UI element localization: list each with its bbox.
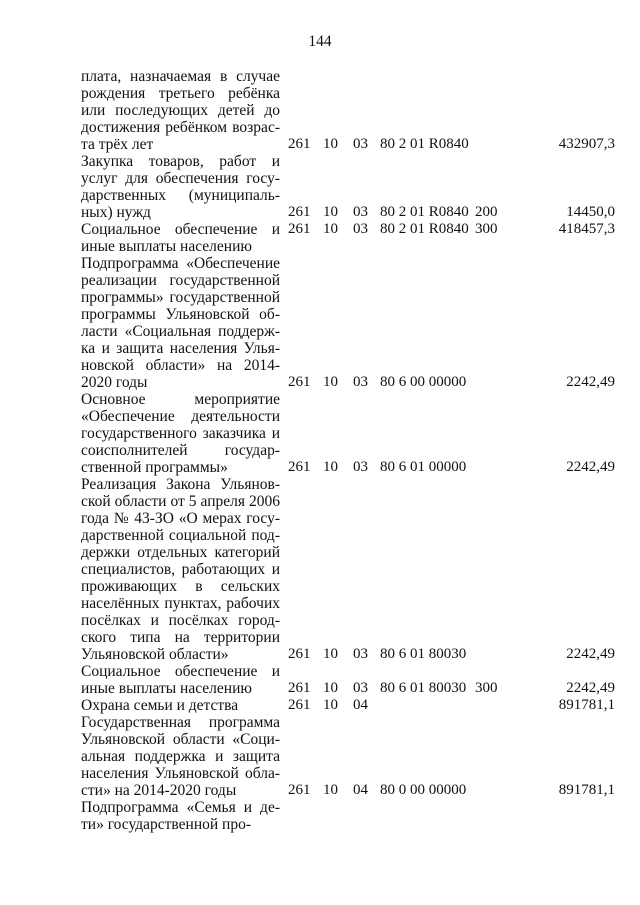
target-item-code: 80 0 00 00000: [380, 782, 467, 798]
target-item-code: 80 2 01 R0840: [380, 221, 469, 237]
amount: 2242,49: [566, 646, 615, 662]
subsection-code: 04: [353, 782, 368, 798]
table-row: [81, 391, 615, 476]
row-description: Подпрограмма «Обеспечение реализации государственной программы» государственной программы Ульяновской области «Социальная поддержка и защита населения Ульяновской области» на 2014-2020 годы: [81, 255, 280, 391]
section-code: 10: [323, 221, 338, 237]
page-number: 144: [308, 33, 332, 50]
row-description: Реализация Закона Ульяновской области от 5 апреля 2006 года № 43-ЗО «О мерах государственной социальной поддержки отдельных категорий специалистов, работающих и проживающих в сельских населённых пунктах, рабочих посёлках и посёлках городского типа на территории Ульяновской области»: [81, 476, 280, 663]
table-row: [81, 663, 615, 697]
department-code: 261: [288, 204, 311, 220]
row-codes: [81, 646, 615, 663]
row-description: Социальное обеспечение и иные выплаты населению: [81, 663, 280, 697]
row-codes: [81, 697, 615, 714]
row-description: Социальное обеспечение и иные выплаты населению: [81, 221, 280, 255]
department-code: 261: [288, 459, 311, 475]
section-code: 10: [323, 136, 338, 152]
amount: 891781,1: [558, 782, 615, 798]
subsection-code: 03: [353, 136, 368, 152]
subsection-code: 03: [353, 204, 368, 220]
subsection-code: 03: [353, 646, 368, 662]
target-item-code: 80 2 01 R0840: [380, 204, 469, 220]
table-row: [81, 697, 615, 714]
row-description: плата, назначаемая в случае рождения третьего ребёнка или последующих детей до достижения ребёнком возраста трёх лет: [81, 68, 280, 153]
amount: 14450,0: [566, 204, 615, 220]
table-row: [81, 714, 615, 799]
row-codes: [81, 136, 615, 153]
amount: 891781,1: [558, 697, 615, 713]
table-row: [81, 255, 615, 391]
target-item-code: 80 6 01 00000: [380, 459, 467, 475]
amount: 2242,49: [566, 374, 615, 390]
table-row: [81, 476, 615, 663]
department-code: 261: [288, 782, 311, 798]
table-row: [81, 799, 615, 833]
section-code: 10: [323, 374, 338, 390]
row-codes: [81, 680, 615, 697]
section-code: 10: [323, 782, 338, 798]
expense-type-code: 200: [475, 204, 498, 220]
subsection-code: 03: [353, 680, 368, 696]
subsection-code: 03: [353, 374, 368, 390]
section-code: 10: [323, 680, 338, 696]
amount: 432907,3: [558, 136, 615, 152]
row-description: Охрана семьи и детства: [81, 697, 239, 714]
budget-table: [81, 68, 615, 833]
section-code: 10: [323, 697, 338, 713]
row-codes: [81, 374, 615, 391]
row-description: Подпрограмма «Семья и дети» государственной про-: [81, 799, 280, 833]
row-description: Основное мероприятие «Обеспечение деятельности государственного заказчика и соисполнителей государственной программы»: [81, 391, 280, 476]
row-codes: [81, 204, 615, 221]
section-code: 10: [323, 459, 338, 475]
target-item-code: 80 6 01 80030: [380, 646, 467, 662]
department-code: 261: [288, 136, 311, 152]
department-code: 261: [288, 680, 311, 696]
target-item-code: 80 6 00 00000: [380, 374, 467, 390]
table-row: [81, 68, 615, 153]
amount: 2242,49: [566, 459, 615, 475]
row-description: Государственная программа Ульяновской области «Социальная поддержка и защита населения Ульяновской области» на 2014-2020 годы: [81, 714, 280, 799]
target-item-code: 80 6 01 80030: [380, 680, 467, 696]
department-code: 261: [288, 221, 311, 237]
row-codes: [81, 782, 615, 799]
section-code: 10: [323, 646, 338, 662]
department-code: 261: [288, 646, 311, 662]
target-item-code: 80 2 01 R0840: [380, 136, 469, 152]
department-code: 261: [288, 374, 311, 390]
subsection-code: 04: [353, 697, 368, 713]
row-codes: [81, 221, 615, 238]
row-codes: [81, 459, 615, 476]
subsection-code: 03: [353, 459, 368, 475]
table-row: [81, 221, 615, 255]
row-description: Закупка товаров, работ и услуг для обеспечения государственных (муниципальных) нужд: [81, 153, 280, 221]
amount: 2242,49: [566, 680, 615, 696]
table-row: [81, 153, 615, 221]
subsection-code: 03: [353, 221, 368, 237]
section-code: 10: [323, 204, 338, 220]
expense-type-code: 300: [475, 221, 498, 237]
expense-type-code: 300: [475, 680, 498, 696]
amount: 418457,3: [558, 221, 615, 237]
department-code: 261: [288, 697, 311, 713]
